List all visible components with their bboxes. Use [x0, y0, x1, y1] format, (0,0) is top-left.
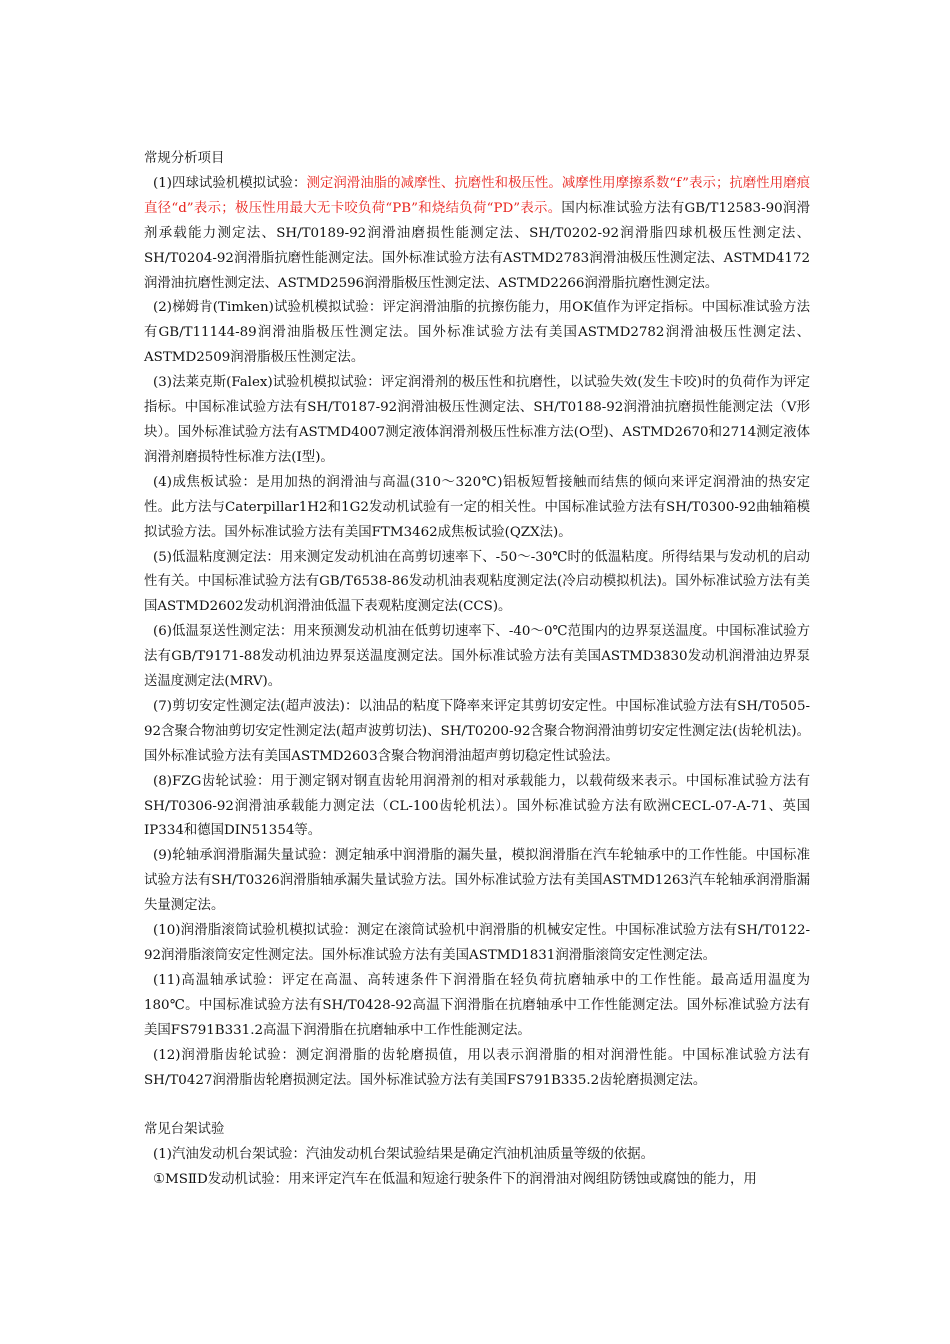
item-gasoline-engine-bench: (1)汽油发动机台架试验：汽油发动机台架试验结果是确定汽油机油质量等级的依据。	[153, 1147, 655, 1163]
item-ms-iid-engine-test: ①MSⅡD发动机试验：用来评定汽车在低温和短途行驶条件下的润滑油对阀组防锈蚀或腐蚀的能力，用	[153, 1172, 757, 1188]
item-timken-test: (2)梯姆肯(Timken)试验机模拟试验：评定润滑油脂的抗擦伤能力，用OK值作为评定指标。中国标准试验方法有GB/T11144-89润滑油脂极压性测定法。国外标准试验方法有美国ASTMD2782润滑油极压性测定法、ASTMD2509润滑脂极压性测定法。	[144, 300, 810, 366]
section-title-routine-analysis: 常规分析项目	[144, 151, 225, 166]
item-coking-plate-test: (4)成焦板试验：是用加热的润滑油与高温(310～320℃)铝板短暂接触而结焦的倾向来评定润滑油的热安定性。此方法与Caterpillar1H2和1G2发动机试验有一定的相关性。中国标准试验方法有SH/T0300-92曲轴箱模拟试验方法。国外标准试验方法有美国FTM3462成焦板试验(QZX法)。	[144, 474, 810, 540]
item-four-ball-test	[144, 172, 810, 297]
item-grease-gear-test: (12)润滑脂齿轮试验：测定润滑脂的齿轮磨损值，用以表示润滑脂的相对润滑性能。中国标准试验方法有SH/T0427润滑脂齿轮磨损测定法。国外标准试验方法有美国FS791B335.2齿轮磨损测定法。	[144, 1047, 810, 1088]
item-rest: 国内标准试验方法有GB/T12583-90润滑剂承载能力测定法、SH/T0189-92润滑油磨损性能测定法、SH/T0202-92润滑脂四球机极压性测定法、SH/T0204-92润滑脂抗磨性能测定法。国外标准试验方法有ASTMD2783润滑油极压性测定法、ASTMD4172润滑油抗磨性测定法、ASTMD2596润滑脂极压性测定法、ASTMD2266润滑脂抗磨性测定法。	[144, 200, 810, 291]
item-roll-stability: (10)润滑脂滚筒试验机模拟试验：测定在滚筒试验机中润滑脂的机械安定性。中国标准试验方法有SH/T0122-92润滑脂滚筒安定性测定法。国外标准试验方法有美国ASTMD1831润滑脂滚筒安定性测定法。	[144, 923, 810, 963]
document-page	[144, 147, 810, 1193]
item-low-temp-pumpability: (6)低温泵送性测定法：用来预测发动机油在低剪切速率下、-40～0℃范围内的边界泵送温度。中国标准试验方法有GB/T9171-88发动机油边界泵送温度测定法。国外标准试验方法有美国ASTMD3830发动机润滑油边界泵送温度测定法(MRV)。	[144, 624, 810, 690]
section-spacer	[144, 1093, 810, 1118]
item-lead: (1)四球试验机模拟试验：	[153, 175, 307, 191]
highlighted-text: 测定润滑油脂的减摩性、抗磨性和极压性。减摩性用摩擦系数“f”表示；抗磨性用磨痕直径“d”表示；极压性用最大无卡咬负荷“PB”和烧结负荷“PD”表示。	[144, 175, 811, 216]
item-wheel-bearing-leakage: (9)轮轴承润滑脂漏失量试验：测定轴承中润滑脂的漏失量，模拟润滑脂在汽车轮轴承中的工作性能。中国标准试验方法有SH/T0326润滑脂轴承漏失量试验方法。国外标准试验方法有美国ASTMD1263汽车轮轴承润滑脂漏失量测定法。	[144, 848, 810, 914]
item-high-temp-bearing: (11)高温轴承试验：评定在高温、高转速条件下润滑脂在轻负荷抗磨轴承中的工作性能。最高适用温度为180℃。中国标准试验方法有SH/T0428-92高温下润滑脂在抗磨轴承中工作性能测定法。国外标准试验方法有美国FS791B331.2高温下润滑脂在抗磨轴承中工作性能测定法。	[144, 972, 810, 1038]
item-shear-stability: (7)剪切安定性测定法(超声波法)：以油品的粘度下降率来评定其剪切安定性。中国标准试验方法有SH/T0505-92含聚合物油剪切安定性测定法(超声波剪切法)、SH/T0200-92含聚合物润滑油剪切安定性测定法(齿轮机法)。国外标准试验方法有美国ASTMD2603含聚合物润滑油超声剪切稳定性试验法。	[144, 698, 810, 764]
item-low-temp-viscosity: (5)低温粘度测定法：用来测定发动机油在高剪切速率下、-50～-30℃时的低温粘度。所得结果与发动机的启动性有关。中国标准试验方法有GB/T6538-86发动机油表观粘度测定法(冷启动模拟机法)。国外标准试验方法有美国ASTMD2602发动机润滑油低温下表观粘度测定法(CCS)。	[144, 549, 810, 615]
item-fzg-gear-test: (8)FZG齿轮试验：用于测定钢对钢直齿轮用润滑剂的相对承载能力，以载荷级来表示。中国标准试验方法有SH/T0306-92润滑油承载能力测定法（CL-100齿轮机法）。国外标准试验方法有欧洲CECL-07-A-71、英国IP334和德国DIN51354等。	[144, 773, 810, 839]
item-falex-test: (3)法莱克斯(Falex)试验机模拟试验：评定润滑剂的极压性和抗磨性，以试验失效(发生卡咬)时的负荷作为评定指标。中国标准试验方法有SH/T0187-92润滑油极压性测定法、SH/T0188-92润滑油抗磨损性能测定法（V形块）。国外标准试验方法有ASTMD4007测定液体润滑剂极压性标准方法(O型)、ASTMD2670和2714测定液体润滑剂磨损特性标准方法(I型)。	[144, 375, 810, 465]
section-title-bench-tests: 常见台架试验	[144, 1122, 225, 1138]
